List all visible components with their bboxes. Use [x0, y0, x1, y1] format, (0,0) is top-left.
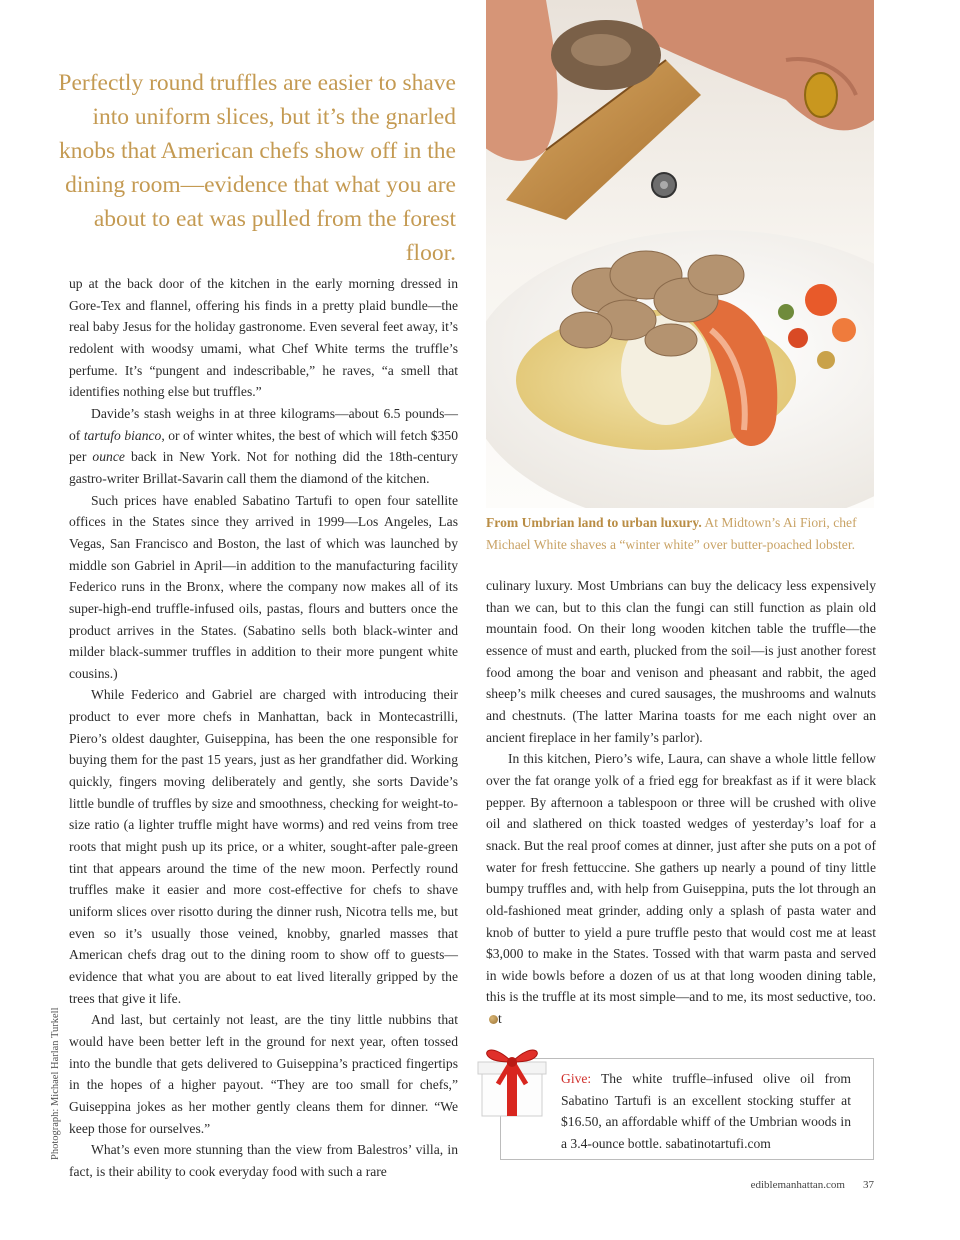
- end-of-article-mark-icon: [489, 1015, 498, 1024]
- caption-lead: From Umbrian land to urban luxury.: [486, 515, 702, 530]
- paragraph: What’s even more stunning than the view from Balestros’ villa, in fact, is their ability to cook everyday food with such a rare: [69, 1142, 458, 1179]
- give-description: The white truffle–infused olive oil from Sabatino Tartufi is an excellent stocking stuffer at $16.50, an affordable whiff of the Umbrian woods in a 3.4-ounce bottle. sabatinotartufi.com: [561, 1071, 851, 1151]
- page-footer: [751, 1179, 874, 1191]
- paragraph: up at the back door of the kitchen in the early morning dressed in Gore-Tex and flannel, offering his finds in a pretty plaid bundle—the real baby Jesus for the holiday gastronome. Even several feet away, it’s redolent with woodsy umami, what Chef White terms the truffle’s perfume. It’s “pungent and indescribable,” he raves, “a smell that identifies nothing else but truffles.”: [69, 276, 458, 400]
- photo-credit: Photograph: Michael Harlan Turkell: [50, 1007, 61, 1160]
- page-number: 37: [863, 1179, 874, 1191]
- pull-quote: Perfectly round truffles are easier to shave into uniform slices, but it’s the gnarled knobs that American chefs show off in the dining room—evidence that what you are about to eat was pulled from the forest floor.: [58, 70, 456, 266]
- paragraph: [486, 748, 876, 1030]
- italic-term: tartufo bianco: [83, 427, 162, 443]
- give-box: [500, 1058, 874, 1160]
- italic-term: ounce: [92, 449, 125, 465]
- article-column-right: [486, 575, 876, 1030]
- paragraph: And last, but certainly not least, are the tiny little nubbins that would have been better left in the ground for next year, often tossed into the bundle that gets delivered to Guiseppina’s practiced fingertips in the hopes of a higher payout. “They are too small for chefs,” Guiseppina jokes as her mother gently cleans them for dinner. “We keep those for ourselves.”: [69, 1012, 458, 1136]
- paragraph: [69, 403, 458, 490]
- article-column-left: [69, 273, 458, 1183]
- text-run: , or of winter whites, the best of which will fetch $350 per: [69, 427, 458, 465]
- site-url: ediblemanhattan.com: [750, 1179, 845, 1191]
- give-text: [561, 1068, 851, 1154]
- paragraph: While Federico and Gabriel are charged with introducing their product to ever more chefs in Manhattan, back in Montecastrilli, Piero’s oldest daughter, Guiseppina, has been the one responsible for buying them for the past 15 years, just as her grandfather did. Working quickly, fingers moving deliberately and gently, she sorts Davide’s little bundle of truffles by size and smoothness, checking for weight-to-size ratio (a lighter truffle might have worms) and red veins from tree roots that might push up its price, or a whiter, sought-after pale-green tint that appears around the time of the new moon. Perfectly round truffles make it easier and more cost-effective for chefs to shave uniform slices over risotto during the dinner rush, Nicotra tells me, but even so it’s usually those veined, knobby, gnarled masses that American chefs drag out to the dining room to show off to guests—evidence that what you are about to eat lived literally gripped by the trees that give it life.: [69, 687, 458, 1006]
- paragraph: Such prices have enabled Sabatino Tartufi to open four satellite offices in the States since they arrived in 1999—Los Angeles, Las Vegas, San Francisco and Boston, the last of which was launched by middle son Gabriel in April—in addition to the manufacturing facility Federico runs in the Bronx, where the company now makes all of its super-high-end truffle-infused oils, pastas, flours and butters once the product arrives in the States. (Sabatino sells both black-winter and milder black-summer truffles in addition to their more pungent white cousins.): [69, 492, 458, 681]
- truffle-shaving-photo: [486, 0, 874, 508]
- paragraph: culinary luxury. Most Umbrians can buy the delicacy less expensively than we can, but to this clan the fungi can still function as plain old mountain food. On their long wooden kitchen table the truffle—the essence of must and earth, plucked from the soil—is just another forest food among the boar and venison and pheasant and rabbit, the aged sheep’s milk cheeses and cured sausages, the mushrooms and walnuts and chestnuts. (The latter Marina toasts for me each night over an ancient fireplace in her family’s parlor).: [486, 578, 876, 745]
- text-run: In this kitchen, Piero’s wife, Laura, can shave a whole little fellow over the fat orange yolk of a fried egg for breakfast as if it were black pepper. By afternoon a tablespoon or three will be crushed with olive oil and slathered on thick toasted wedges of yesterday’s loaf for a snack. But the real proof comes at dinner, just after she puts on a pot of water for fresh fettuccine. She gathers up nearly a pound of tiny little bumpy truffles and, with help from Guiseppina, puts the lot through an old-fashioned meat grinder, adding only a splash of pasta water and knob of butter to yield a pure truffle pesto that would cost me at least $3,000 to make in the States. Tossed with that warm pasta and served in wide bowls before a dozen of us at that long wooden dining table, this is the truffle at its most simple—and to me, its most seductive, too.: [486, 751, 876, 1005]
- text-run: Davide’s stash weighs in at three kilograms—about 6.5 pounds—of: [69, 405, 458, 443]
- caption-text: At Midtown’s Ai Fiori, chef Michael White shaves a “winter white” over butter-poached lobster.: [486, 515, 857, 552]
- text-run: back in New York. Not for nothing did the 18th-century gastro-writer Brillat-Savarin call them the diamond of the kitchen.: [69, 449, 458, 486]
- gift-box-icon: [470, 1040, 554, 1125]
- give-label: Give:: [561, 1071, 592, 1086]
- photo-caption: [486, 512, 878, 556]
- end-mark-letter: t: [498, 1011, 502, 1027]
